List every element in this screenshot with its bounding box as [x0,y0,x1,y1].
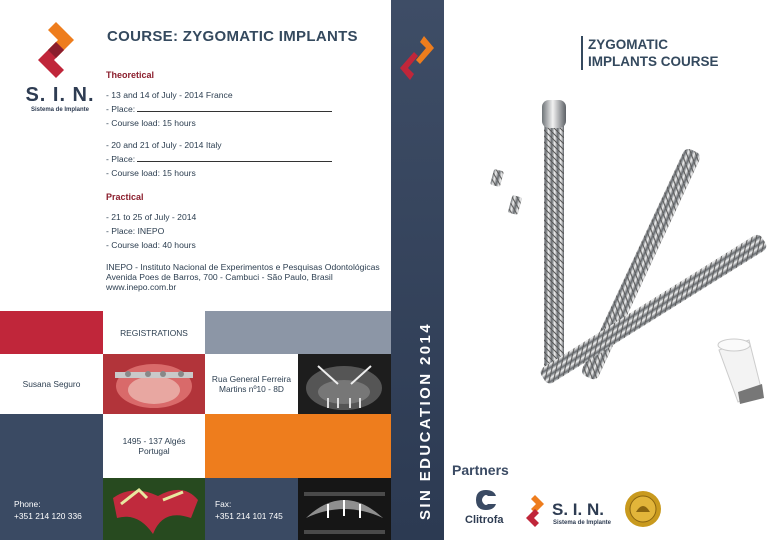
clitrofa-logo-icon [470,488,500,512]
xray-image [298,354,391,414]
practical-dates: - 21 to 25 of July - 2014 [106,212,197,222]
clitrofa-name: Clitrofa [465,514,504,526]
screw-2 [508,195,522,215]
inepo-address: Avenida Poes de Barros, 700 - Cambuci - São Paulo, Brasil [106,272,333,282]
registrations-tile [103,311,205,354]
fax-label: Fax: [215,499,232,509]
session-1-dates: - 13 and 14 of July - 2014 France [106,90,233,100]
phone-number: +351 214 120 336 [14,511,82,521]
contact-name: Susana Seguro [22,379,81,389]
practical-heading: Practical [106,192,144,202]
3d-model-photo [103,478,205,540]
xray-photo [298,354,391,414]
grey-tile [205,311,391,354]
practical-place: - Place: INEPO [106,226,165,236]
sin-partner-logo-icon [522,494,548,528]
sin-partner-tagline: Sistema de Implante [553,520,612,526]
ct-scan-image [298,478,391,540]
spine-title: SIN EDUCATION 2014 [417,322,434,520]
ct-scan-photo [298,478,391,540]
place-blank [137,103,332,112]
session-1-load: - Course load: 15 hours [106,118,196,128]
session-1-place [106,102,381,116]
fax-tile [205,478,298,540]
session-1-place-label: - Place: [106,104,136,114]
session-2-dates: - 20 and 21 of July - 2014 Italy [106,140,222,150]
spine-logo-icon [400,34,434,82]
implant-vertical [542,100,566,370]
place-blank [137,153,332,162]
inepo-block [106,262,381,292]
contact-city: 1495 - 137 Algés Portugal [122,436,186,456]
right-panel [444,0,781,540]
inepo-web: www.inepo.com.br [106,282,177,292]
contact-street: Rua General Ferreira Martins nº10 - 8D [211,374,292,394]
cap [718,339,764,404]
fax-number: +351 214 101 745 [215,511,283,521]
brand-name: S. I. N. [25,84,95,106]
inepo-name: INEPO - Instituto Nacional de Experimentos e Pesquisas Odontológicas [106,262,380,272]
session-2-place [106,152,381,166]
red-tile [0,311,103,354]
navy-tile [0,414,103,478]
3d-model-image [103,478,205,540]
course-info [106,68,381,292]
phone-label: Phone: [14,499,41,509]
registrations-label: REGISTRATIONS [120,327,188,338]
session-2-load: - Course load: 15 hours [106,168,196,178]
sin-partner-name: S. I. N. [552,500,604,519]
theoretical-heading: Theoretical [106,70,155,80]
street-tile [205,354,298,414]
partners-label: Partners [452,462,509,478]
orange-tile [205,414,391,478]
brand-tagline: Sistema de Implante [30,107,90,113]
city-tile [103,414,205,478]
name-tile [0,354,103,414]
surgery-photo [103,354,205,414]
sin-logo-icon [26,20,86,80]
implants-illustration [444,0,781,540]
practical-load: - Course load: 40 hours [106,240,196,250]
gold-seal-logo-icon [624,490,662,528]
right-title-line-2: IMPLANTS COURSE [588,54,719,69]
right-title [581,36,719,70]
right-title-line-1: ZYGOMATIC [588,37,668,52]
surgery-photo-image [103,354,205,414]
session-2-place-label: - Place: [106,154,136,164]
course-title: COURSE: ZYGOMATIC IMPLANTS [107,28,358,45]
screw-1 [490,169,504,187]
phone-tile [0,478,103,540]
